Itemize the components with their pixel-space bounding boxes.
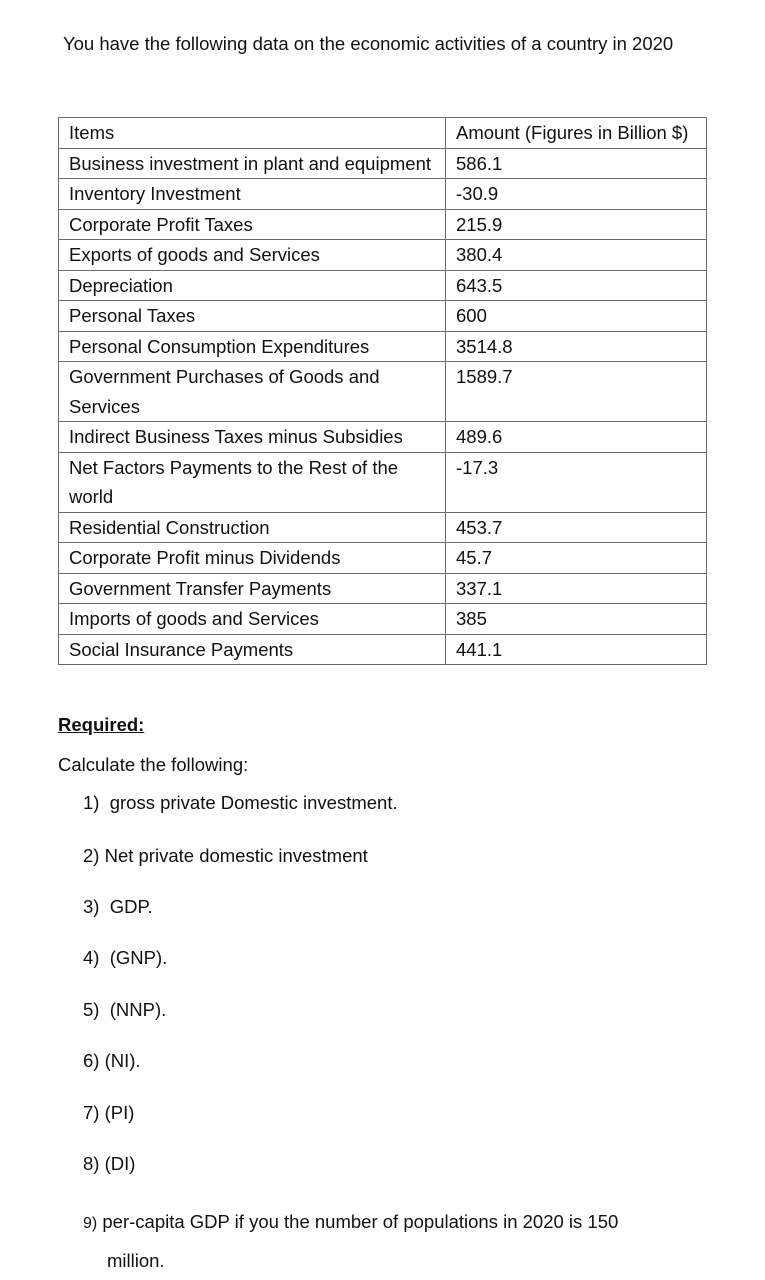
question-9 [83, 1203, 703, 1279]
intro-text: You have the following data on the economic activities of a country in 2020 [63, 33, 674, 54]
question-6 [83, 1050, 141, 1072]
calculate-instruction: Calculate the following: [58, 754, 249, 775]
table-row [59, 179, 707, 210]
item-cell: Corporate Profit Taxes [59, 209, 446, 240]
amount-cell: 643.5 [446, 270, 707, 301]
question-number: 6) [83, 1050, 100, 1071]
item-cell: Depreciation [59, 270, 446, 301]
question-text: (DI) [104, 1153, 136, 1174]
table-row [59, 331, 707, 362]
amount-cell: 1589.7 [446, 362, 707, 422]
question-text: (PI) [104, 1102, 135, 1123]
item-cell: Exports of goods and Services [59, 240, 446, 271]
amount-cell: 600 [446, 301, 707, 332]
amount-cell: 337.1 [446, 573, 707, 604]
table-row [59, 604, 707, 635]
table-row [59, 148, 707, 179]
question-text-continuation: million. [107, 1250, 165, 1271]
question-text: (GNP). [109, 947, 168, 968]
question-number: 4) [83, 947, 100, 968]
amount-cell: 453.7 [446, 512, 707, 543]
item-cell: Business investment in plant and equipment [59, 148, 446, 179]
question-number: 1) [83, 792, 100, 813]
amount-cell: 45.7 [446, 543, 707, 574]
question-text: per-capita GDP if you the number of populations in 2020 is 150 [102, 1211, 619, 1232]
question-4 [83, 947, 167, 969]
required-heading: Required: [58, 714, 145, 735]
question-7 [83, 1102, 134, 1124]
amount-cell: 380.4 [446, 240, 707, 271]
table-row [59, 634, 707, 665]
item-cell: Government Transfer Payments [59, 573, 446, 604]
question-number: 5) [83, 999, 100, 1020]
item-cell: Personal Consumption Expenditures [59, 331, 446, 362]
question-text: GDP. [109, 896, 153, 917]
table-row [59, 422, 707, 453]
item-cell: Inventory Investment [59, 179, 446, 210]
question-number: 7) [83, 1102, 100, 1123]
item-cell: Imports of goods and Services [59, 604, 446, 635]
question-text: (NNP). [109, 999, 167, 1020]
table-row [59, 270, 707, 301]
question-text: gross private Domestic investment. [109, 792, 398, 813]
item-cell: Corporate Profit minus Dividends [59, 543, 446, 574]
header-amount: Amount (Figures in Billion $) [446, 118, 707, 149]
item-cell: Personal Taxes [59, 301, 446, 332]
table-row [59, 240, 707, 271]
amount-cell: 385 [446, 604, 707, 635]
amount-cell: 3514.8 [446, 331, 707, 362]
table-row [59, 301, 707, 332]
question-text: (NI). [104, 1050, 141, 1071]
question-8 [83, 1153, 135, 1175]
amount-cell: 441.1 [446, 634, 707, 665]
amount-cell: 489.6 [446, 422, 707, 453]
amount-cell: -30.9 [446, 179, 707, 210]
table-row [59, 452, 707, 512]
question-number: 8) [83, 1153, 100, 1174]
table-row [59, 362, 707, 422]
amount-cell: 586.1 [446, 148, 707, 179]
question-3 [83, 896, 153, 918]
amount-cell: -17.3 [446, 452, 707, 512]
question-number: 9) [83, 1215, 98, 1232]
item-cell: Government Purchases of Goods and Services [59, 362, 446, 422]
economic-data-table [58, 117, 707, 665]
question-2 [83, 845, 368, 867]
table-row [59, 209, 707, 240]
question-5 [83, 999, 166, 1021]
table-row [59, 512, 707, 543]
table-header-row [59, 118, 707, 149]
header-items: Items [59, 118, 446, 149]
table-row [59, 573, 707, 604]
item-cell: Social Insurance Payments [59, 634, 446, 665]
question-number: 3) [83, 896, 100, 917]
question-number: 2) [83, 845, 100, 866]
item-cell: Indirect Business Taxes minus Subsidies [59, 422, 446, 453]
item-cell: Net Factors Payments to the Rest of the world [59, 452, 446, 512]
table-row [59, 543, 707, 574]
amount-cell: 215.9 [446, 209, 707, 240]
question-text: Net private domestic investment [104, 845, 368, 866]
item-cell: Residential Construction [59, 512, 446, 543]
question-1 [83, 792, 398, 814]
